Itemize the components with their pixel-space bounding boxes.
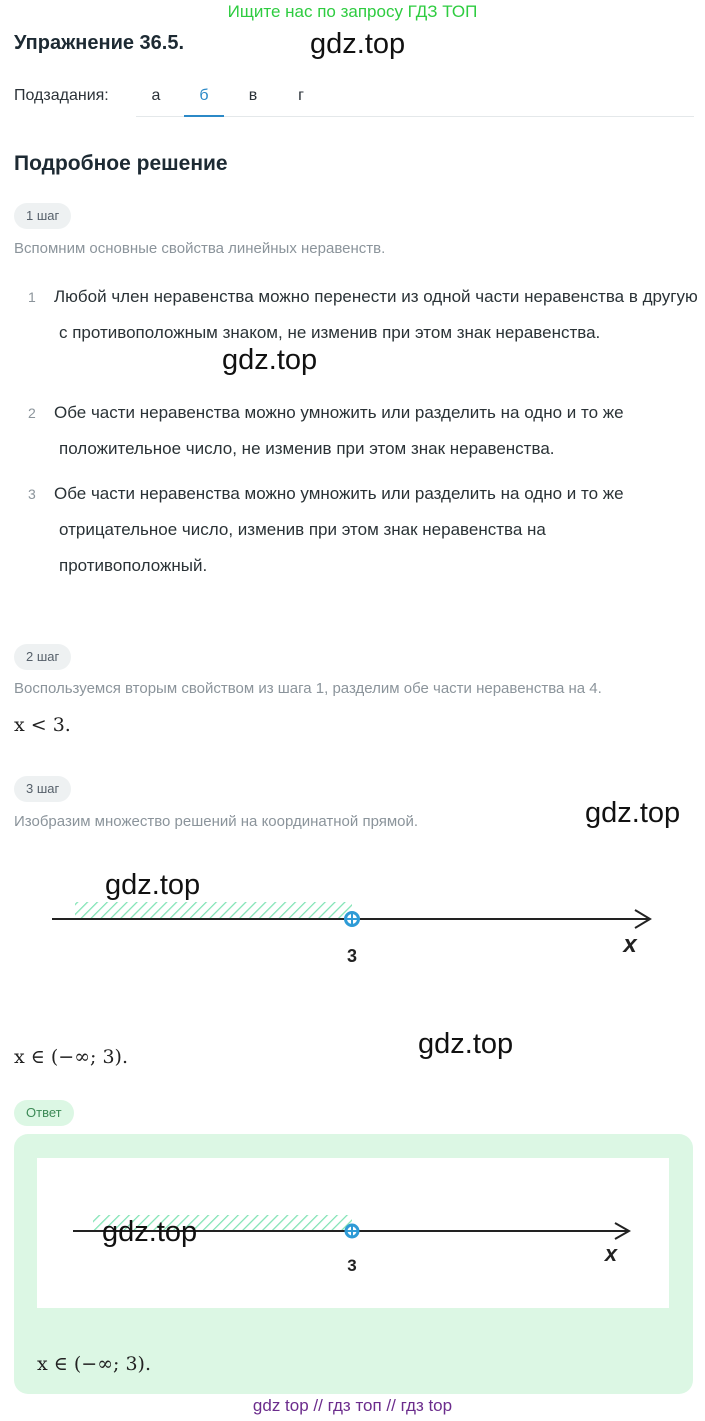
list-item-text: Любой член неравенства можно перенести из одной части неравенства в другую с противоположным знаком, не изменив при этом знак неравенства. <box>54 287 698 342</box>
point-label: 3 <box>346 946 358 966</box>
step-2-chip: 2 шаг <box>14 644 71 670</box>
step-3-result: x ∈ (−∞; 3). <box>14 1046 128 1068</box>
exercise-title: Упражнение 36.5. <box>14 32 185 54</box>
list-item <box>28 279 698 351</box>
list-item-text: Обе части неравенства можно умножить или разделить на одно и то же отрицательное число, изменив при этом знак неравенства на противоположный. <box>54 484 624 575</box>
tab-b[interactable]: б <box>184 78 224 117</box>
watermark: gdz.top <box>102 1216 198 1248</box>
subtasks-label: Подзадания: <box>14 87 109 104</box>
watermark: gdz.top <box>585 797 681 829</box>
axis-label: x <box>623 931 637 958</box>
tab-a[interactable]: а <box>151 87 161 104</box>
subtasks-tabs <box>136 78 694 117</box>
step-2-result: x < 3. <box>14 714 71 736</box>
list-item <box>28 395 698 467</box>
answer-chip: Ответ <box>14 1100 74 1126</box>
point-label: 3 <box>347 1256 357 1275</box>
axis-label: x <box>604 1241 618 1266</box>
step-1-chip: 1 шаг <box>14 203 71 229</box>
step-2-hint: Воспользуемся вторым свойством из шага 1, разделим обе части неравенства на 4. <box>14 680 602 697</box>
promo-banner: Ищите нас по запросу ГДЗ ТОП <box>227 2 478 21</box>
list-item-number: 2 <box>28 405 36 421</box>
watermark: gdz.top <box>222 344 318 376</box>
list-item-number: 3 <box>28 486 36 502</box>
watermark: gdz.top <box>418 1028 514 1060</box>
solution-hatch <box>75 902 352 920</box>
tab-v[interactable]: в <box>248 87 258 104</box>
watermark: gdz.top <box>105 869 201 901</box>
solution-title: Подробное решение <box>14 152 228 175</box>
list-item <box>28 476 698 584</box>
step-3-hint: Изобразим множество решений на координатной прямой. <box>14 813 419 830</box>
tab-g[interactable]: г <box>298 87 304 104</box>
answer-result: x ∈ (−∞; 3). <box>37 1353 151 1375</box>
watermark: gdz.top <box>310 28 406 60</box>
list-item-text: Обе части неравенства можно умножить или разделить на одно и то же положительное число, не изменив при этом знак неравенства. <box>54 403 624 458</box>
step-1-hint: Вспомним основные свойства линейных неравенств. <box>14 240 386 257</box>
list-item-number: 1 <box>28 289 36 305</box>
step-3-chip: 3 шаг <box>14 776 71 802</box>
footer-links[interactable]: gdz top // гдз топ // гдз top <box>252 1396 453 1415</box>
